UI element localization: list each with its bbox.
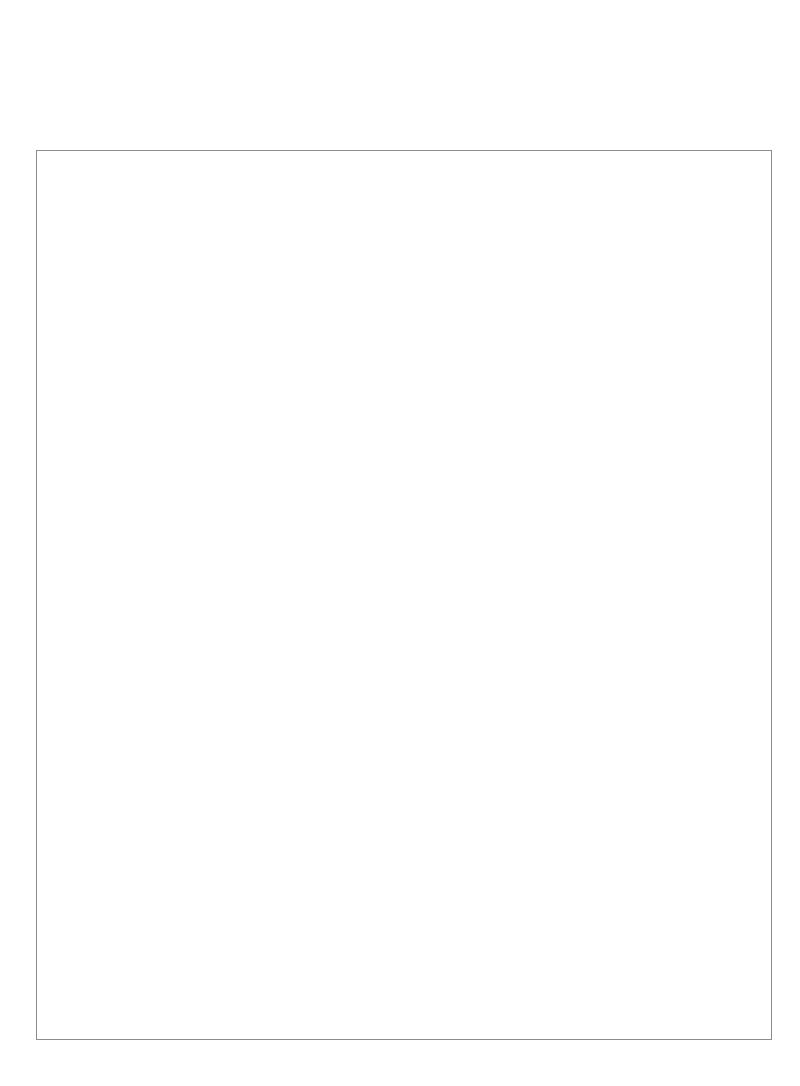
bar-chart	[36, 150, 772, 1040]
